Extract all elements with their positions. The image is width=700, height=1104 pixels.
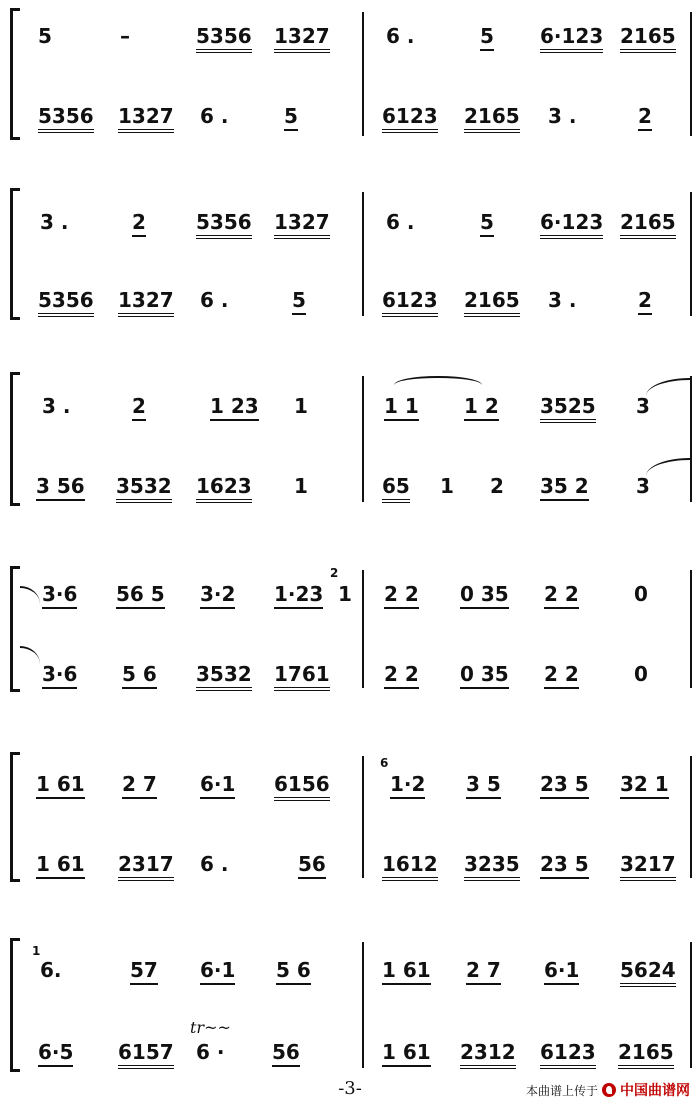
barline [362, 12, 364, 136]
system-5 [0, 752, 700, 882]
system-brace [10, 566, 22, 692]
note: 5356 [38, 104, 94, 133]
note: 1 [440, 474, 454, 498]
system-2 [0, 188, 700, 320]
note: 3 5 [466, 772, 501, 799]
note: 3·6 [42, 582, 77, 609]
note: 1327 [274, 210, 330, 239]
system-3 [0, 372, 700, 506]
note: 5 [38, 24, 52, 48]
note: 3532 [116, 474, 172, 503]
barline [690, 756, 692, 878]
note: 3·2 [200, 582, 235, 609]
note: 2 7 [466, 958, 501, 985]
note: 65 [382, 474, 410, 503]
note: 3235 [464, 852, 520, 881]
system-1 [0, 8, 700, 140]
note: 5 [480, 210, 494, 237]
barline [690, 942, 692, 1068]
note: 5 [292, 288, 306, 315]
note: 56 [272, 1040, 300, 1067]
note: 6·1 [200, 958, 235, 985]
note: 1·2 [390, 772, 425, 799]
note: 2165 [618, 1040, 674, 1069]
note: 3·6 [42, 662, 77, 689]
note: 6. [40, 958, 62, 982]
note: 6·1 [200, 772, 235, 799]
trill-mark: tr~~ [190, 1018, 231, 1037]
note: 6123 [382, 104, 438, 133]
note: 2317 [118, 852, 174, 881]
note: 1623 [196, 474, 252, 503]
note: 1612 [382, 852, 438, 881]
note: 3217 [620, 852, 676, 881]
note: 2 [132, 394, 146, 421]
note: 0 35 [460, 582, 509, 609]
system-brace [10, 188, 22, 320]
note: 0 [634, 662, 648, 686]
note: 2 2 [384, 662, 419, 689]
note: 6 . [200, 852, 229, 876]
note: 1 61 [382, 958, 431, 985]
note: 3 . [548, 104, 577, 128]
note: 0 [634, 582, 648, 606]
note: 2312 [460, 1040, 516, 1069]
note: 6 · [196, 1040, 225, 1064]
note: 1761 [274, 662, 330, 691]
note: 1327 [118, 288, 174, 317]
barline [362, 376, 364, 502]
note: 23 5 [540, 772, 589, 799]
note: 6 . [386, 24, 415, 48]
note: 56 [298, 852, 326, 879]
note: 1 61 [36, 772, 85, 799]
note: 2 [638, 104, 652, 131]
note: 1327 [118, 104, 174, 133]
barline [690, 192, 692, 316]
note: 3 [636, 394, 650, 418]
watermark-text: 本曲谱上传于 [525, 1083, 598, 1098]
barline [362, 942, 364, 1068]
note: 1 61 [36, 852, 85, 879]
note: 2 2 [544, 662, 579, 689]
grace-note: 6 [380, 756, 389, 770]
note: 5624 [620, 958, 676, 987]
note: 2 [638, 288, 652, 315]
note: 5356 [196, 210, 252, 239]
slur [646, 378, 690, 396]
site-logo-icon [602, 1083, 616, 1097]
note: 5 6 [122, 662, 157, 689]
note: 1 [294, 474, 308, 498]
note: 5 [284, 104, 298, 131]
note: 2165 [620, 24, 676, 53]
note: 3 . [548, 288, 577, 312]
note: 3 56 [36, 474, 85, 501]
note: 6 . [200, 288, 229, 312]
note: 3525 [540, 394, 596, 423]
barline [690, 376, 692, 502]
note: 1 61 [382, 1040, 431, 1067]
note: 5 [480, 24, 494, 51]
note: – [120, 24, 130, 48]
system-brace [10, 8, 22, 140]
note: 1 2 [464, 394, 499, 421]
note: 6 . [386, 210, 415, 234]
barline [690, 12, 692, 136]
note: 6123 [540, 1040, 596, 1069]
system-brace [10, 938, 22, 1072]
note: 6·123 [540, 210, 603, 239]
note: 1 23 [210, 394, 259, 421]
note: 56 5 [116, 582, 165, 609]
note: 3 . [40, 210, 69, 234]
note: 35 2 [540, 474, 589, 501]
note: 0 35 [460, 662, 509, 689]
note: 3532 [196, 662, 252, 691]
note: 23 5 [540, 852, 589, 879]
note: 6·123 [540, 24, 603, 53]
note: 2165 [620, 210, 676, 239]
note: 1·23 [274, 582, 323, 609]
note: 2 [490, 474, 504, 498]
site-logo-text: 中国曲谱网 [620, 1083, 690, 1099]
barline [362, 570, 364, 688]
note: 2 7 [122, 772, 157, 799]
note: 6157 [118, 1040, 174, 1069]
system-6 [0, 938, 700, 1072]
note: 2165 [464, 288, 520, 317]
note: 1 [294, 394, 308, 418]
note: 2 2 [384, 582, 419, 609]
note: 1 1 [384, 394, 419, 421]
slur [646, 458, 690, 476]
watermark [526, 1080, 690, 1100]
system-brace [10, 372, 22, 506]
note: 2 [132, 210, 146, 237]
system-4 [0, 566, 700, 692]
grace-note: 2 [330, 566, 339, 580]
note: 5356 [196, 24, 252, 53]
note: 3 [636, 474, 650, 498]
slur [20, 646, 40, 664]
slur [394, 376, 482, 394]
note: 5 6 [276, 958, 311, 985]
note: 3 . [42, 394, 71, 418]
note: 1 [338, 582, 352, 606]
note: 32 1 [620, 772, 669, 799]
note: 5356 [38, 288, 94, 317]
page-number: -3- [338, 1078, 362, 1099]
barline [690, 570, 692, 688]
note: 6 . [200, 104, 229, 128]
note: 6·1 [544, 958, 579, 985]
note: 57 [130, 958, 158, 985]
grace-note: 1 [32, 944, 41, 958]
slur [20, 586, 40, 604]
barline [362, 756, 364, 878]
note: 2 2 [544, 582, 579, 609]
note: 2165 [464, 104, 520, 133]
note: 6·5 [38, 1040, 73, 1067]
note: 6156 [274, 772, 330, 801]
barline [362, 192, 364, 316]
system-brace [10, 752, 22, 882]
note: 1327 [274, 24, 330, 53]
note: 6123 [382, 288, 438, 317]
